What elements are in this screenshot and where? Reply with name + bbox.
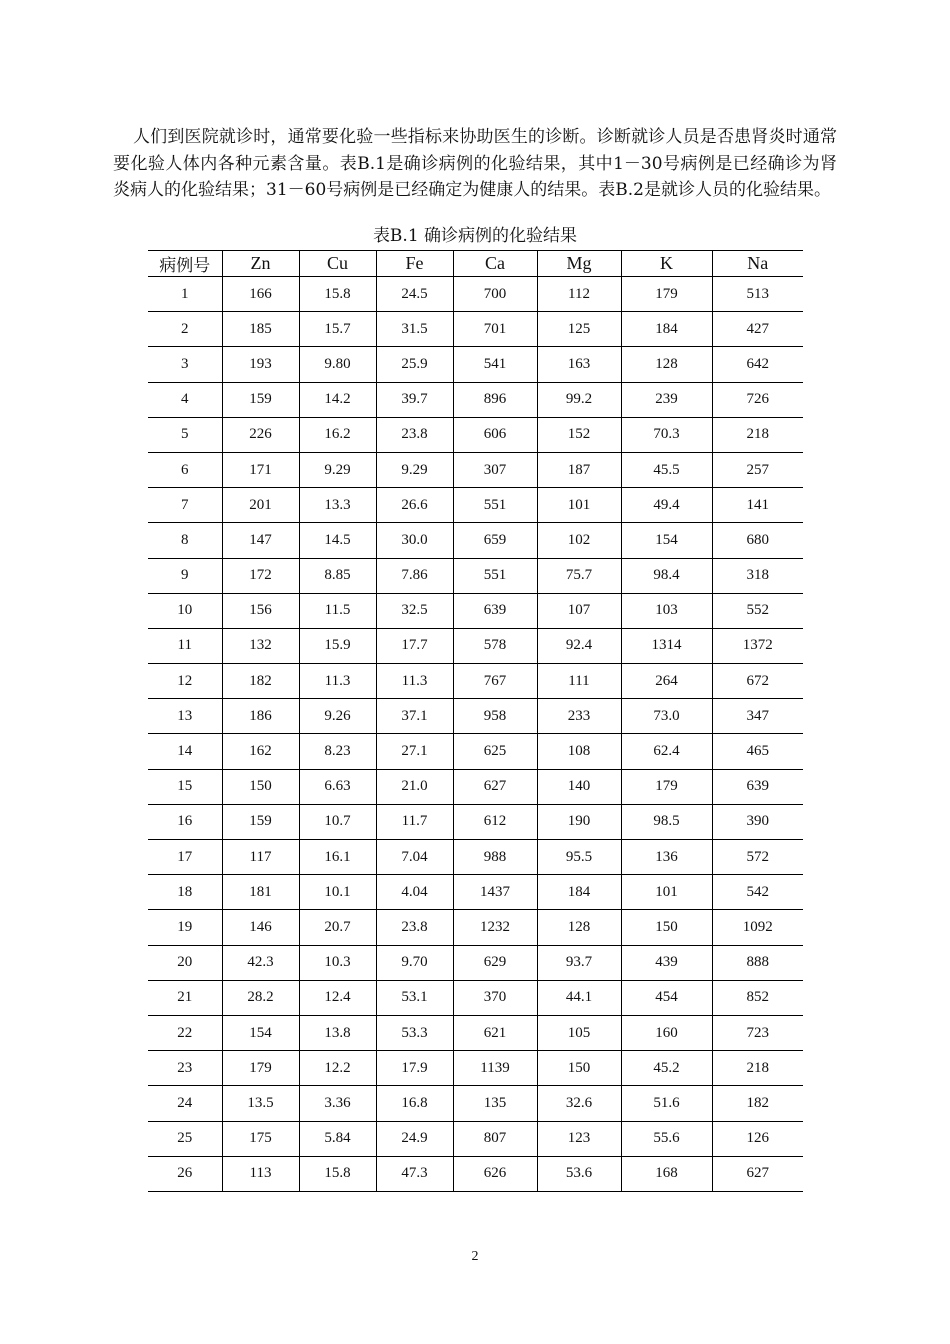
table-cell: 126 — [712, 1121, 803, 1156]
table-cell: 17.9 — [376, 1051, 453, 1086]
table-cell: 51.6 — [621, 1086, 712, 1121]
table-cell: 101 — [621, 875, 712, 910]
table-cell: 136 — [621, 840, 712, 875]
table-cell: 162 — [222, 734, 299, 769]
table-cell: 32.6 — [537, 1086, 621, 1121]
table-cell: 4.04 — [376, 875, 453, 910]
table-cell: 152 — [537, 417, 621, 452]
table-cell: 10.1 — [299, 875, 376, 910]
table-cell: 218 — [712, 417, 803, 452]
table-cell: 439 — [621, 945, 712, 980]
table-header-row — [148, 251, 803, 277]
table-cell: 13.3 — [299, 488, 376, 523]
table-cell: 7 — [148, 488, 222, 523]
table-cell: 1 — [148, 277, 222, 312]
table-cell: 17.7 — [376, 628, 453, 663]
table-cell: 2 — [148, 312, 222, 347]
table-cell: 22 — [148, 1015, 222, 1050]
table-cell: 807 — [453, 1121, 537, 1156]
table-cell: 140 — [537, 769, 621, 804]
table-cell: 128 — [537, 910, 621, 945]
table-cell: 9.70 — [376, 945, 453, 980]
table-cell: 233 — [537, 699, 621, 734]
table-cell: 11.5 — [299, 593, 376, 628]
table-cell: 888 — [712, 945, 803, 980]
table-cell: 7.86 — [376, 558, 453, 593]
table-cell: 626 — [453, 1156, 537, 1191]
table-cell: 98.5 — [621, 804, 712, 839]
table-cell: 988 — [453, 840, 537, 875]
table-cell: 30.0 — [376, 523, 453, 558]
table-cell: 117 — [222, 840, 299, 875]
table-cell: 3.36 — [299, 1086, 376, 1121]
table-cell: 6.63 — [299, 769, 376, 804]
table-cell: 16.8 — [376, 1086, 453, 1121]
table-cell: 12.2 — [299, 1051, 376, 1086]
table-cell: 726 — [712, 382, 803, 417]
table-cell: 108 — [537, 734, 621, 769]
table-cell: 701 — [453, 312, 537, 347]
table-cell: 14.2 — [299, 382, 376, 417]
table-cell: 1232 — [453, 910, 537, 945]
table-cell: 15.7 — [299, 312, 376, 347]
table-cell: 552 — [712, 593, 803, 628]
table-cell: 182 — [222, 664, 299, 699]
table-cell: 5.84 — [299, 1121, 376, 1156]
table-cell: 11 — [148, 628, 222, 663]
table-cell: 23.8 — [376, 910, 453, 945]
table-cell: 193 — [222, 347, 299, 382]
table-cell: 95.5 — [537, 840, 621, 875]
table-cell: 551 — [453, 488, 537, 523]
table-cell: 9.29 — [376, 452, 453, 487]
table-cell: 541 — [453, 347, 537, 382]
table-cell: 132 — [222, 628, 299, 663]
table-cell: 572 — [712, 840, 803, 875]
table-cell: 370 — [453, 980, 537, 1015]
table-row — [148, 699, 803, 734]
table-cell: 612 — [453, 804, 537, 839]
table-cell: 347 — [712, 699, 803, 734]
column-header: 病例号 — [148, 251, 222, 277]
table-cell: 53.1 — [376, 980, 453, 1015]
table-cell: 625 — [453, 734, 537, 769]
table-row — [148, 277, 803, 312]
table-cell: 154 — [222, 1015, 299, 1050]
table-cell: 621 — [453, 1015, 537, 1050]
table-cell: 182 — [712, 1086, 803, 1121]
table-cell: 27.1 — [376, 734, 453, 769]
table-row — [148, 769, 803, 804]
table-cell: 896 — [453, 382, 537, 417]
table-row — [148, 1121, 803, 1156]
table-cell: 92.4 — [537, 628, 621, 663]
table-cell: 427 — [712, 312, 803, 347]
table-cell: 659 — [453, 523, 537, 558]
table-cell: 15.9 — [299, 628, 376, 663]
table-cell: 186 — [222, 699, 299, 734]
table-cell: 11.7 — [376, 804, 453, 839]
table-cell: 15 — [148, 769, 222, 804]
table-cell: 175 — [222, 1121, 299, 1156]
table-cell: 21 — [148, 980, 222, 1015]
table-cell: 10 — [148, 593, 222, 628]
table-cell: 166 — [222, 277, 299, 312]
column-header: Fe — [376, 251, 453, 277]
table-row — [148, 347, 803, 382]
table-cell: 307 — [453, 452, 537, 487]
table-cell: 26.6 — [376, 488, 453, 523]
table-cell: 184 — [537, 875, 621, 910]
table-cell: 184 — [621, 312, 712, 347]
table-cell: 102 — [537, 523, 621, 558]
table-cell: 98.4 — [621, 558, 712, 593]
table-row — [148, 945, 803, 980]
table-cell: 542 — [712, 875, 803, 910]
table-row — [148, 312, 803, 347]
table-row — [148, 1086, 803, 1121]
table-cell: 42.3 — [222, 945, 299, 980]
table-cell: 168 — [621, 1156, 712, 1191]
table-cell: 723 — [712, 1015, 803, 1050]
table-cell: 642 — [712, 347, 803, 382]
table-row — [148, 488, 803, 523]
table-cell: 103 — [621, 593, 712, 628]
table-cell: 111 — [537, 664, 621, 699]
table-cell: 112 — [537, 277, 621, 312]
table-cell: 159 — [222, 382, 299, 417]
table-row — [148, 980, 803, 1015]
table-cell: 12 — [148, 664, 222, 699]
table-cell: 239 — [621, 382, 712, 417]
column-header: Na — [712, 251, 803, 277]
table-row — [148, 840, 803, 875]
table-cell: 10.7 — [299, 804, 376, 839]
table-cell: 11.3 — [376, 664, 453, 699]
table-cell: 257 — [712, 452, 803, 487]
table-cell: 150 — [537, 1051, 621, 1086]
table-cell: 390 — [712, 804, 803, 839]
table-cell: 13.5 — [222, 1086, 299, 1121]
table-cell: 639 — [453, 593, 537, 628]
table-cell: 12.4 — [299, 980, 376, 1015]
table-cell: 767 — [453, 664, 537, 699]
table-cell: 113 — [222, 1156, 299, 1191]
table-cell: 20.7 — [299, 910, 376, 945]
table-cell: 15.8 — [299, 277, 376, 312]
table-cell: 163 — [537, 347, 621, 382]
table-cell: 5 — [148, 417, 222, 452]
table-cell: 9.80 — [299, 347, 376, 382]
table-cell: 146 — [222, 910, 299, 945]
table-cell: 1092 — [712, 910, 803, 945]
table-cell: 53.6 — [537, 1156, 621, 1191]
table-cell: 18 — [148, 875, 222, 910]
column-header: K — [621, 251, 712, 277]
table-cell: 578 — [453, 628, 537, 663]
table-cell: 8.23 — [299, 734, 376, 769]
table-row — [148, 910, 803, 945]
table-cell: 75.7 — [537, 558, 621, 593]
column-header: Ca — [453, 251, 537, 277]
table-cell: 39.7 — [376, 382, 453, 417]
table-row — [148, 593, 803, 628]
table-cell: 11.3 — [299, 664, 376, 699]
table-cell: 190 — [537, 804, 621, 839]
page-number: 2 — [471, 1249, 479, 1264]
table-cell: 150 — [222, 769, 299, 804]
column-header: Zn — [222, 251, 299, 277]
table-row — [148, 1015, 803, 1050]
table-caption: 表B.1 确诊病例的化验结果 — [372, 226, 578, 246]
table-cell: 13 — [148, 699, 222, 734]
intro-paragraph: 人们到医院就诊时，通常要化验一些指标来协助医生的诊断。诊断就诊人员是否患肾炎时通常要化验人体内各种元素含量。表B.1是确诊病例的化验结果，其中1－30号病例是已经确诊为肾炎病人的化验结果；31－60号病例是已经确定为健康人的结果。表B.2是就诊人员的化验结果。 — [113, 127, 837, 200]
table-cell: 513 — [712, 277, 803, 312]
table-cell: 627 — [712, 1156, 803, 1191]
table-cell: 55.6 — [621, 1121, 712, 1156]
table-cell: 93.7 — [537, 945, 621, 980]
table-cell: 19 — [148, 910, 222, 945]
table-cell: 37.1 — [376, 699, 453, 734]
table-cell: 53.3 — [376, 1015, 453, 1050]
table-cell: 150 — [621, 910, 712, 945]
table-cell: 16 — [148, 804, 222, 839]
table-row — [148, 452, 803, 487]
table-cell: 141 — [712, 488, 803, 523]
table-row — [148, 664, 803, 699]
table-cell: 128 — [621, 347, 712, 382]
table-cell: 318 — [712, 558, 803, 593]
table-cell: 171 — [222, 452, 299, 487]
column-header: Cu — [299, 251, 376, 277]
table-cell: 672 — [712, 664, 803, 699]
table-cell: 45.5 — [621, 452, 712, 487]
table-cell: 107 — [537, 593, 621, 628]
table-cell: 264 — [621, 664, 712, 699]
table-cell: 105 — [537, 1015, 621, 1050]
table-cell: 20 — [148, 945, 222, 980]
table-cell: 454 — [621, 980, 712, 1015]
table-cell: 187 — [537, 452, 621, 487]
table-cell: 49.4 — [621, 488, 712, 523]
column-header: Mg — [537, 251, 621, 277]
table-cell: 123 — [537, 1121, 621, 1156]
table-cell: 26 — [148, 1156, 222, 1191]
table-row — [148, 628, 803, 663]
table-cell: 551 — [453, 558, 537, 593]
table-cell: 179 — [621, 277, 712, 312]
table-cell: 62.4 — [621, 734, 712, 769]
table-cell: 7.04 — [376, 840, 453, 875]
table-cell: 160 — [621, 1015, 712, 1050]
table-cell: 32.5 — [376, 593, 453, 628]
table-cell: 1372 — [712, 628, 803, 663]
table-cell: 9.29 — [299, 452, 376, 487]
table-cell: 179 — [222, 1051, 299, 1086]
table-cell: 3 — [148, 347, 222, 382]
table-cell: 44.1 — [537, 980, 621, 1015]
table-cell: 1437 — [453, 875, 537, 910]
table-cell: 465 — [712, 734, 803, 769]
table-cell: 8.85 — [299, 558, 376, 593]
table-cell: 639 — [712, 769, 803, 804]
table-cell: 147 — [222, 523, 299, 558]
results-table — [148, 250, 803, 1192]
table-row — [148, 558, 803, 593]
table-cell: 99.2 — [537, 382, 621, 417]
table-cell: 201 — [222, 488, 299, 523]
table-cell: 14.5 — [299, 523, 376, 558]
table-cell: 25 — [148, 1121, 222, 1156]
table-body — [148, 277, 803, 1192]
table-cell: 24.9 — [376, 1121, 453, 1156]
table-cell: 21.0 — [376, 769, 453, 804]
table-cell: 16.1 — [299, 840, 376, 875]
table-cell: 9 — [148, 558, 222, 593]
table-row — [148, 804, 803, 839]
table-cell: 181 — [222, 875, 299, 910]
table-cell: 23 — [148, 1051, 222, 1086]
table-cell: 14 — [148, 734, 222, 769]
table-cell: 13.8 — [299, 1015, 376, 1050]
table-row — [148, 417, 803, 452]
table-cell: 6 — [148, 452, 222, 487]
table-cell: 226 — [222, 417, 299, 452]
table-cell: 159 — [222, 804, 299, 839]
table-cell: 1139 — [453, 1051, 537, 1086]
table-cell: 101 — [537, 488, 621, 523]
table-row — [148, 523, 803, 558]
table-cell: 47.3 — [376, 1156, 453, 1191]
table-row — [148, 382, 803, 417]
table-cell: 125 — [537, 312, 621, 347]
table-row — [148, 875, 803, 910]
table-cell: 958 — [453, 699, 537, 734]
table-cell: 24 — [148, 1086, 222, 1121]
table-row — [148, 1051, 803, 1086]
table-cell: 24.5 — [376, 277, 453, 312]
table-cell: 185 — [222, 312, 299, 347]
table-cell: 179 — [621, 769, 712, 804]
table-row — [148, 1156, 803, 1191]
table-cell: 70.3 — [621, 417, 712, 452]
table-cell: 156 — [222, 593, 299, 628]
table-cell: 606 — [453, 417, 537, 452]
table-cell: 8 — [148, 523, 222, 558]
table-cell: 852 — [712, 980, 803, 1015]
table-cell: 17 — [148, 840, 222, 875]
table-cell: 154 — [621, 523, 712, 558]
table-cell: 45.2 — [621, 1051, 712, 1086]
table-cell: 172 — [222, 558, 299, 593]
table-cell: 680 — [712, 523, 803, 558]
table-cell: 1314 — [621, 628, 712, 663]
table-cell: 218 — [712, 1051, 803, 1086]
table-cell: 4 — [148, 382, 222, 417]
table-cell: 700 — [453, 277, 537, 312]
table-cell: 135 — [453, 1086, 537, 1121]
table-cell: 28.2 — [222, 980, 299, 1015]
table-cell: 629 — [453, 945, 537, 980]
table-cell: 23.8 — [376, 417, 453, 452]
table-cell: 73.0 — [621, 699, 712, 734]
table-cell: 10.3 — [299, 945, 376, 980]
table-cell: 25.9 — [376, 347, 453, 382]
table-cell: 31.5 — [376, 312, 453, 347]
table-cell: 627 — [453, 769, 537, 804]
table-cell: 16.2 — [299, 417, 376, 452]
table-cell: 15.8 — [299, 1156, 376, 1191]
table-cell: 9.26 — [299, 699, 376, 734]
table-row — [148, 734, 803, 769]
